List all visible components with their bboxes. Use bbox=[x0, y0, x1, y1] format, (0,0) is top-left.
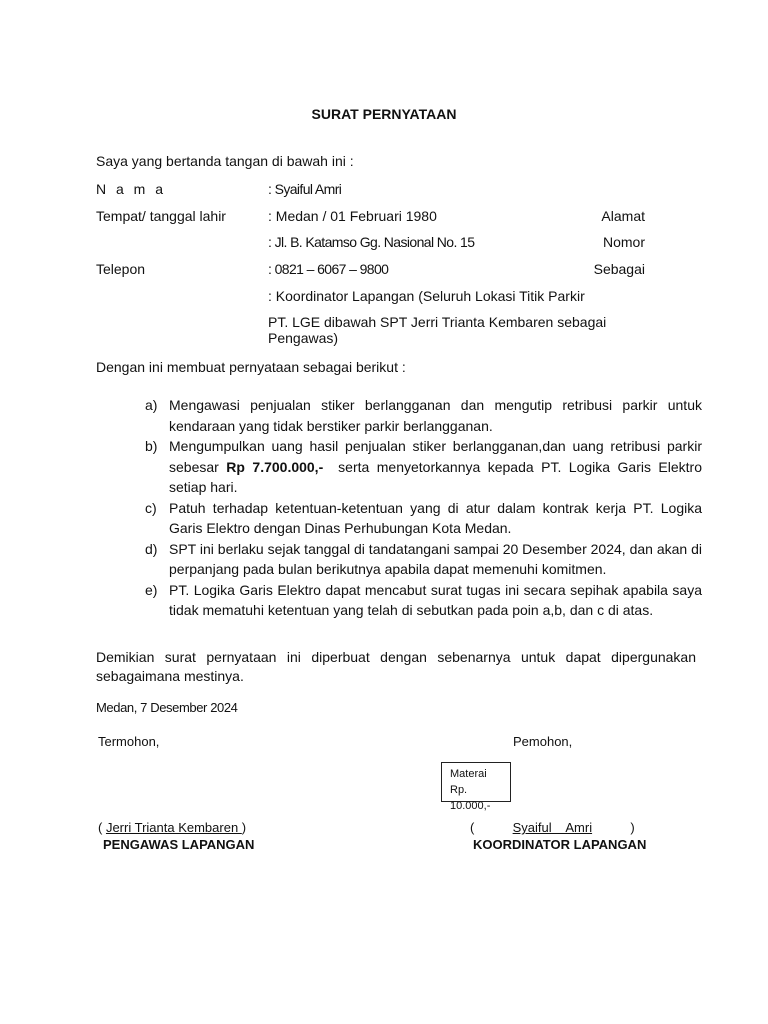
list-item-text: Patuh terhadap ketentuan-ketentuan yang di atur dalam kontrak kerja PT. Logika Garis Elektro dengan Dinas Perhubungan Kota Medan. bbox=[169, 499, 702, 536]
role-value-line2: PT. LGE dibawah SPT Jerri Trianta Kembaren sebagai Pengawas) bbox=[268, 314, 607, 346]
list-marker: e) bbox=[145, 581, 158, 598]
list-marker: a) bbox=[145, 397, 158, 413]
left-signature-open: ( bbox=[98, 820, 106, 835]
left-signature-name: Jerri Trianta Kembaren bbox=[105, 820, 242, 835]
birth-label: Tempat/ tanggal lahir bbox=[96, 208, 226, 224]
list-item bbox=[145, 436, 706, 498]
place-date: Medan, 7 Desember 2024 bbox=[96, 700, 238, 715]
left-signature-close: ) bbox=[241, 820, 247, 835]
identity-row-birth bbox=[96, 208, 656, 228]
role-label-right: Sebagai bbox=[593, 261, 645, 277]
identity-row-role-cont bbox=[96, 314, 656, 346]
list-marker: c) bbox=[145, 499, 157, 516]
identity-row-name bbox=[96, 181, 656, 201]
statement-list bbox=[145, 395, 706, 621]
right-signature-line bbox=[470, 820, 635, 835]
identity-row-role bbox=[96, 288, 656, 308]
list-item bbox=[145, 498, 702, 539]
address-value: : Jl. B. Katamso Gg. Nasional No. 15 bbox=[268, 234, 475, 250]
stamp-box bbox=[441, 762, 511, 812]
list-item-text: Mengawasi penjualan stiker berlangganan dan mengutip retribusi parkir untuk kendaraan yang tidak berstiker parkir berlangganan. bbox=[169, 397, 702, 434]
phone-label: Telepon bbox=[96, 261, 146, 277]
birth-value: : Medan / 01 Februari 1980 bbox=[268, 208, 437, 224]
document-title: SURAT PERNYATAAN bbox=[311, 106, 457, 122]
right-signature-open: ( bbox=[470, 820, 475, 835]
right-signature-name bbox=[474, 820, 630, 835]
right-signature-title: KOORDINATOR LAPANGAN bbox=[473, 837, 647, 852]
list-item bbox=[145, 395, 702, 436]
closing-paragraph bbox=[96, 648, 696, 686]
intro-text: Saya yang bertanda tangan di bawah ini : bbox=[96, 153, 354, 169]
list-item bbox=[145, 580, 702, 621]
identity-row-phone bbox=[96, 261, 656, 281]
list-item-text: SPT ini berlaku sejak tanggal di tandatangani sampai 20 Desember 2024, dan akan di perpanjang pada bulan berikutnya apabila dapat memenuhi komitmen. bbox=[169, 540, 702, 577]
name-label: N a m a bbox=[96, 181, 167, 197]
list-item-text: PT. Logika Garis Elektro dapat mencabut surat tugas ini secara sepihak apabila saya tidak mematuhi ketentuan yang telah di sebutkan pada poin a,b, dan c di atas. bbox=[169, 581, 702, 618]
address-label-right: Alamat bbox=[601, 208, 645, 224]
stamp-line1: Materai bbox=[450, 768, 487, 780]
list-item-text-after: serta menyetorkannya kepada PT. Logika Garis Elektro setiap hari. bbox=[169, 458, 706, 495]
list-item-text bbox=[169, 436, 706, 498]
right-signature-close: ) bbox=[630, 820, 635, 835]
left-signature-line bbox=[98, 820, 246, 835]
closing-line2: sebagaimana mestinya. bbox=[96, 668, 244, 684]
closing-line1: Demikian surat pernyataan ini diperbuat dengan sebenarnya untuk dapat dipergunakan bbox=[96, 649, 696, 665]
list-marker: b) bbox=[145, 438, 158, 454]
stamp-line2: Rp. 10.000,- bbox=[450, 784, 491, 812]
left-party-label: Termohon, bbox=[98, 734, 160, 749]
statement-intro: Dengan ini membuat pernyataan sebagai berikut : bbox=[96, 359, 406, 375]
list-item bbox=[145, 539, 702, 580]
list-marker: d) bbox=[145, 540, 158, 557]
identity-row-address bbox=[96, 234, 656, 254]
list-item-text-before: Mengumpulkan uang hasil penjualan stiker berlangganan,dan uang retribusi parkir sebesar bbox=[169, 438, 702, 475]
phone-value: : 0821 – 6067 – 9800 bbox=[268, 261, 389, 277]
name-value: : Syaiful Amri bbox=[268, 181, 342, 197]
amount-text: Rp 7.700.000,- bbox=[226, 458, 324, 475]
number-label-right: Nomor bbox=[602, 234, 645, 250]
right-party-label: Pemohon, bbox=[513, 734, 573, 749]
left-signature-title: PENGAWAS LAPANGAN bbox=[103, 837, 255, 852]
right-signature-name-text: Syaiful Amri bbox=[512, 820, 593, 835]
role-value-line1: : Koordinator Lapangan (Seluruh Lokasi Titik Parkir bbox=[268, 288, 585, 304]
